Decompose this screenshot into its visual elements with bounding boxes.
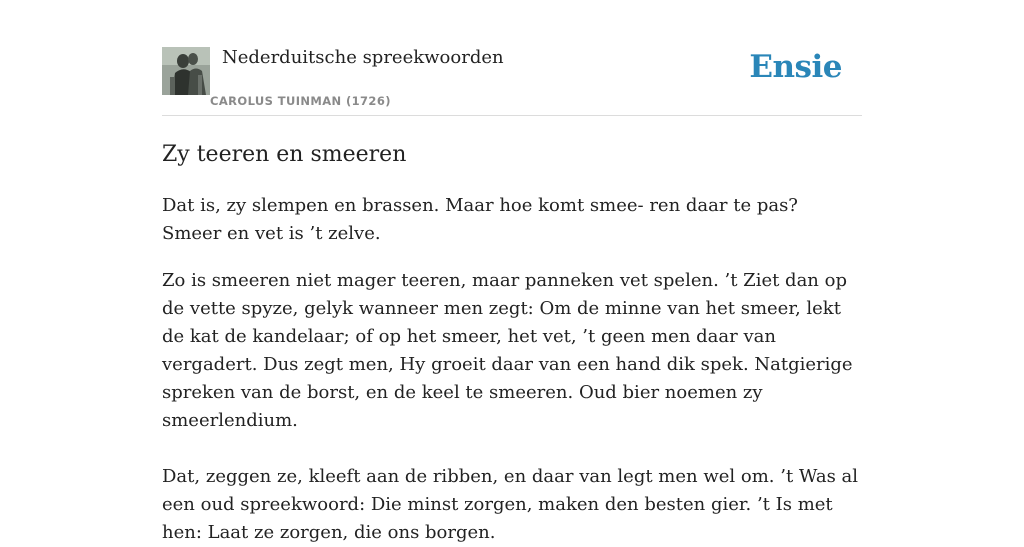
book-title[interactable]: Nederduitsche spreekwoorden xyxy=(222,47,504,68)
article-paragraph: Zo is smeeren niet mager teeren, maar panneken vet spelen. ’t Ziet dan op de vette spyze, gelyk wanneer men zegt: Om de minne van het smeer, lekt de kat de kandelaar; of op het smeer, het vet, ’t geen men daar van vergadert. Dus zegt men, Hy groeit daar van een hand dik spek. Natgierige spreken van de borst, en de keel te smeeren. Oud bier noemen zy smeerlendium. xyxy=(162,270,853,431)
article xyxy=(162,140,862,547)
ensie-logo[interactable]: Ensie xyxy=(749,49,842,85)
book-header xyxy=(162,47,862,116)
author-avatar[interactable] xyxy=(162,47,210,95)
entry-title: Zy teeren en smeeren xyxy=(162,142,407,167)
article-paragraph: Dat, zeggen ze, kleeft aan de ribben, en daar van legt men wel om. ’t Was al een oud spreekwoord: Die minst zorgen, maken den besten gier. ’t Is met hen: Laat ze zorgen, die ons borgen. xyxy=(162,466,859,543)
article-paragraph: Dat is, zy slempen en brassen. Maar hoe komt smee- ren daar te pas? Smeer en vet is ’t zelve. xyxy=(162,195,798,244)
author-name[interactable]: CAROLUS TUINMAN (1726) xyxy=(210,94,391,108)
author-portrait-icon xyxy=(162,47,210,95)
